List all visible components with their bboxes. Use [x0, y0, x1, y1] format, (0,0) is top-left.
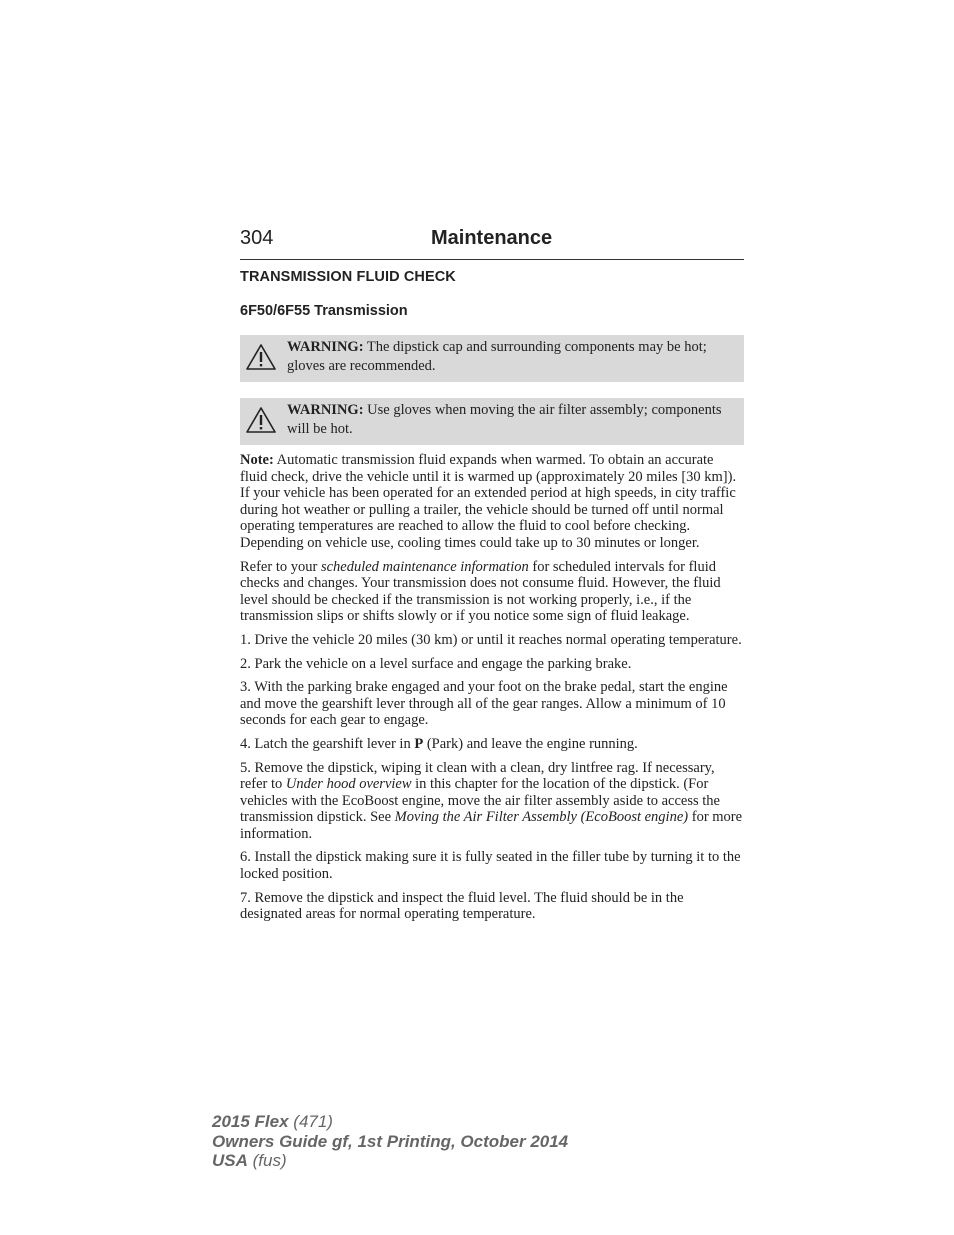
refer-link-text: scheduled maintenance information: [320, 558, 529, 575]
warning-text-1: [287, 338, 734, 376]
note-label: Note:: [240, 452, 274, 468]
warning-box-2: [240, 398, 744, 445]
warning-triangle-icon: [245, 343, 277, 371]
step-5-text-a: 5. Remove the dipstick, wiping it clean with a clean, dry lintfree rag. If necessary, refer to: [240, 759, 715, 793]
footer-region-code: (fus): [247, 1151, 287, 1170]
page-number: 304: [240, 227, 274, 249]
footer-region: USA: [212, 1151, 248, 1170]
warning-label: WARNING:: [287, 339, 364, 355]
chapter-title: Maintenance: [431, 227, 553, 249]
warning-body: The dipstick cap and surrounding components may be hot; gloves are recommended.: [287, 339, 707, 374]
warning-text-2: [287, 401, 734, 439]
step-3: 3. With the parking brake engaged and your foot on the brake pedal, start the engine and move the gearshift lever through all of the gear ranges. Allow a minimum of 10 seconds for each gear to engage.: [240, 679, 728, 729]
sub-heading: 6F50/6F55 Transmission: [240, 303, 408, 319]
step-4-text-after: (Park) and leave the engine running.: [423, 735, 638, 752]
step-5-ref-under-hood: Under hood overview: [285, 776, 412, 793]
step-5-ref-air-filter: Moving the Air Filter Assembly (EcoBoost engine): [394, 809, 689, 826]
step-4-park-letter: P: [414, 735, 424, 752]
page-footer: [212, 1112, 568, 1171]
step-1: 1. Drive the vehicle 20 miles (30 km) or until it reaches normal operating temperature.: [240, 631, 742, 648]
step-4: [240, 736, 744, 753]
footer-line-3: [212, 1151, 568, 1171]
footer-model-code: (471): [288, 1112, 333, 1131]
footer-printing: Owners Guide gf, 1st Printing, October 2014: [212, 1131, 569, 1151]
step-5-text-c: for more information.: [240, 809, 743, 842]
note-text: Automatic transmission fluid expands when warmed. To obtain an accurate fluid check, drive the vehicle until it is warmed up (approximately 20 miles [30 km]). If your vehicle has been operated for an extended period at high speeds, in city traffic during hot weather or pulling a trailer, the vehicle should be turned off until normal operating temperatures are reached to allow the fluid to cool before checking. Depending on vehicle use, cooling times could take up to 30 minutes or longer.: [240, 452, 737, 551]
refer-paragraph: [240, 559, 744, 625]
step-5-text-b: in this chapter for the location of the dipstick. (For vehicles with the EcoBoost engine, move the air filter assembly aside to access the transmission dipstick. See: [240, 776, 720, 826]
page-header: [240, 227, 744, 260]
warning-box-1: [240, 335, 744, 382]
step-7: 7. Remove the dipstick and inspect the fluid level. The fluid should be in the designated areas for normal operating temperature.: [240, 889, 684, 923]
refer-text-after: for scheduled intervals for fluid checks and changes. Your transmission does not consume fluid. However, the fluid level should be checked if the transmission is not working properly, i.e., if the transmission slips or shifts slowly or if you notice some sign of fluid leakage.: [240, 558, 721, 625]
step-5: [240, 760, 744, 843]
footer-line-1: [212, 1112, 568, 1132]
step-6: 6. Install the dipstick making sure it is fully seated in the filler tube by turning it to the locked position.: [240, 849, 741, 883]
warning-label: WARNING:: [287, 402, 364, 418]
warning-triangle-icon: [245, 406, 277, 434]
step-4-text-before: 4. Latch the gearshift lever in: [240, 735, 415, 752]
footer-line-2: [212, 1132, 568, 1152]
section-heading: TRANSMISSION FLUID CHECK: [240, 269, 456, 285]
refer-text-before: Refer to your: [240, 558, 321, 575]
step-2: 2. Park the vehicle on a level surface and engage the parking brake.: [240, 655, 632, 672]
note-paragraph: [240, 452, 744, 552]
warning-body: Use gloves when moving the air filter assembly; components will be hot.: [287, 402, 722, 437]
page-content: [240, 227, 744, 923]
footer-model: 2015 Flex: [212, 1112, 289, 1131]
